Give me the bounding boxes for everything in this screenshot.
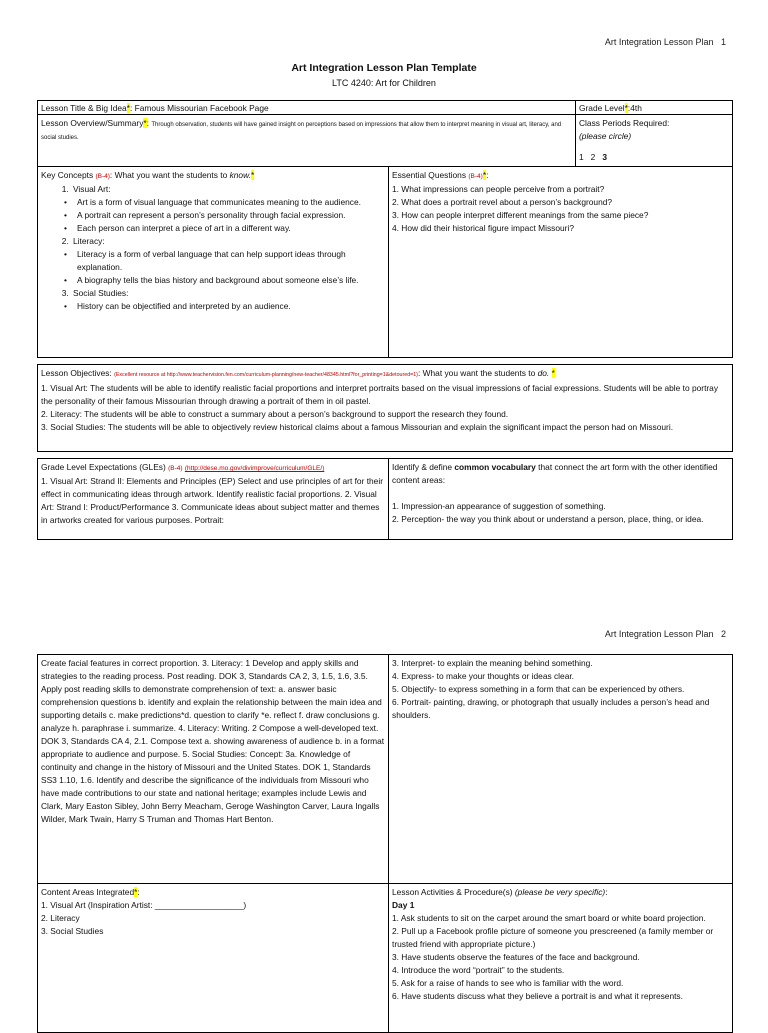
key-concepts-label: Key Concepts [41, 170, 94, 180]
vocabulary-item: 3. Interpret- to explain the meaning behind something. [392, 658, 593, 668]
activity-item: 3. Have students observe the features of the face and background. [392, 952, 640, 962]
page-2 [0, 620, 768, 1024]
kc-social-studies [71, 287, 385, 300]
vocabulary-heading [392, 461, 729, 487]
running-head-text: Art Integration Lesson Plan [604, 37, 714, 47]
objectives-label: Lesson Objectives: [41, 368, 112, 378]
page-number: 2 [720, 629, 726, 639]
gle-heading [41, 461, 385, 475]
content-areas-cell [37, 883, 389, 1033]
kc-bullet: • Literacy is a form of verbal language that can help support ideas through explanation. [77, 248, 385, 274]
gle-continued-text: Create facial features in correct proportion. 3. Literacy: 1 Develop and apply skills and strategies to the reading process. Post reading. DOK 3, Standards CA 2, 3, 1.5, 1.6, 3.5. Apply post reading skills to demonstrate comprehension of text: a. answer basic comprehension questions b. identify and explain the relationship between the main idea and supporting details c. make predictions*d. question to clarify *e. reflect f. draw conclusions g. analyze h. paraphrase i. summarize. 4. Literacy: Writing. 2 Compose a well-developed text. DOK 3, Standards CA 4, 2.1. Compose text a. showing awareness of audience b. in a format appropriate to audience and purpose. 5. Social Studies: Concept: 3a. Knowledge of continuity and change in the history of Missouri and the United States. DOK 1, Standards SS3 1.10, 1.6. Identify and describe the significance of the individuals from Missouri who have made contributions to our state and national heritage; examples include Lewis and Clark, Mary Easton Sibley, John Berry Meacham, Geroge Washington Carver, Laura Ingalls Wilder, Mark Twain, Harry S Truman and Thomas Hart Benton. [41, 658, 385, 824]
essential-question: 1. What impressions can people perceive from a portrait? [392, 184, 605, 194]
document-title: Art Integration Lesson Plan Template [291, 62, 477, 74]
essential-question: 3. How can people interpret different meanings from the same piece? [392, 210, 649, 220]
grade-level-value: :4th [627, 103, 642, 113]
grade-level-label: Grade Level [579, 103, 625, 113]
objective-item: 1. Visual Art: The students will be able to identify realistic facial proportions and interpret portraits based on the visual impressions of facial expressions. Students will be able to portray the personality of their famous Missourian through drawing a portrait of them in oil pastel. [41, 383, 719, 406]
required-marker: * [551, 368, 555, 378]
class-periods-label: Class Periods Required: [579, 118, 670, 128]
essential-questions-cell [388, 166, 733, 358]
kc-visual-art [71, 183, 385, 196]
gle-link[interactable]: (http://dese.mo.gov/divimprove/curriculum/GLE/) [184, 465, 325, 472]
overview-label: Lesson Overview/Summary [41, 118, 144, 128]
content-area-item: 3. Social Studies [41, 926, 104, 936]
page-number: 1 [720, 37, 726, 47]
content-areas-heading: Content Areas Integrated*: [41, 887, 140, 897]
activities-cell [388, 883, 733, 1033]
activity-item: 5. Ask for a raise of hands to see who is familiar with the word. [392, 978, 624, 988]
kc-bullet: • History can be objectified and interpreted by an audience. [77, 300, 385, 313]
vocabulary-item: 4. Express- to make your thoughts or ideas clear. [392, 671, 575, 681]
gle-ref: (B-4) [168, 465, 183, 472]
running-head [605, 629, 726, 639]
activities-heading: Lesson Activities & Procedure(s) (please be very specific): [392, 887, 608, 897]
kc-literacy-label: Literacy: [73, 236, 105, 246]
kc-social-bullets [41, 300, 385, 313]
class-periods-cell [575, 114, 733, 167]
objective-item: 3. Social Studies: The students will be able to objectively review historical claims about a famous Missourian and explain the significant impact the person had on Missouri. [41, 422, 674, 432]
kc-literacy-list [41, 235, 385, 248]
essential-questions-heading: Essential Questions (B-4)*: [392, 170, 489, 180]
overview-cell: Lesson Overview/Summary*: Through observation, students will have gained insight on perceptions based on impressions that allow them to interpret meaning in visual art, literacy, and social studies. [37, 114, 576, 167]
objectives-prompt: : What you want the students to [417, 368, 536, 378]
content-area-item: 1. Visual Art (Inspiration Artist: ___________________) [41, 900, 247, 910]
objectives-heading [41, 367, 729, 382]
objectives-resource-link[interactable]: (Excellent resource at http://www.teachervision.fen.com/curriculum-planning/new-teacher/48345.html?for_printing=1&detoured=1) [114, 372, 418, 378]
key-concepts-ref: (B-4) [95, 173, 110, 180]
class-period-option-3[interactable]: 3 [602, 152, 607, 162]
key-concepts-heading [41, 169, 385, 183]
vocabulary-suffix: that connect the art form with the other identified content areas: [392, 462, 718, 485]
activities-label: Lesson Activities & Procedure(s) [392, 887, 513, 897]
kc-bullet: • A portrait can represent a person’s personality through facial expression. [77, 209, 385, 222]
gle-text: 1. Visual Art: Strand II: Elements and Principles (EP) Select and use principles of art for their effect in communicating ideas through artwork. Identify realistic facial proportions. 2. Visual Art: Strand I: Product/Performance 3. Communicate ideas about subject matter and themes in artworks created for various purposes. Portrait: [41, 476, 383, 525]
class-periods-note: (please circle) [579, 131, 632, 141]
kc-bullet: • Each person can interpret a piece of art in a different way. [77, 222, 385, 235]
vocabulary-bold: common vocabulary [454, 462, 536, 472]
page-gap [0, 560, 768, 620]
kc-visual-art-label: Visual Art: [73, 184, 111, 194]
vocabulary-item: 6. Portrait- painting, drawing, or photograph that usually includes a person’s head and shoulders. [392, 697, 710, 720]
kc-social-list [41, 287, 385, 300]
gle-label: Grade Level Expectations (GLEs) [41, 462, 166, 472]
document-subtitle: LTC 4240: Art for Children [332, 78, 436, 88]
lesson-title-label: Lesson Title & Big Idea [41, 103, 127, 113]
vocabulary-cell [388, 458, 733, 540]
kc-literacy [71, 235, 385, 248]
vocabulary-item: 5. Objectify- to express something in a form that can be experienced by others. [392, 684, 685, 694]
activity-item: 2. Pull up a Facebook profile picture of someone you prescreened (a family member or trusted friend with appropriate picture.) [392, 926, 714, 949]
content-areas-label: Content Areas Integrated [41, 887, 135, 897]
kc-visual-art-bullets [41, 196, 385, 235]
vocabulary-prefix: Identify & define [392, 462, 453, 472]
required-marker: * [143, 118, 147, 128]
required-marker: * [482, 170, 487, 180]
required-marker: * [134, 887, 138, 897]
key-concepts-prompt: : What you want the students to [109, 170, 228, 180]
essential-questions-label: Essential Questions [392, 170, 467, 180]
key-concepts-list [41, 183, 385, 196]
day-label: Day 1 [392, 900, 415, 910]
activity-item: 6. Have students discuss what they believe a portrait is and what it represents. [392, 991, 683, 1001]
content-area-item: 2. Literacy [41, 913, 80, 923]
class-periods-options [579, 151, 729, 164]
activities-note: (please be very specific) [514, 887, 606, 897]
activity-item: 1. Ask students to sit on the carpet around the smart board or white board projection. [392, 913, 706, 923]
kc-bullet: • A biography tells the bias history and background about someone else’s life. [77, 274, 385, 287]
vocabulary-item: 1. Impression-an appearance of suggestion of something. [392, 501, 606, 511]
class-period-option-2[interactable]: 2 [590, 152, 596, 162]
vocabulary-continued-cell [388, 654, 733, 884]
running-head [605, 37, 726, 47]
overview-text: Through observation, students will have gained insight on perceptions based on impressions that allow them to interpret meaning in visual art, literacy, and social studies. [41, 122, 562, 141]
lesson-title-value: : Famous Missourian Facebook Page [129, 103, 269, 113]
objectives-cell [37, 364, 733, 452]
class-period-option-1[interactable]: 1 [579, 152, 584, 162]
lesson-title-cell [37, 100, 576, 115]
key-concepts-know: know. [229, 170, 251, 180]
gle-cell [37, 458, 389, 540]
objectives-do: do. [537, 368, 550, 378]
vocabulary-item: 2. Perception- the way you think about or understand a person, place, thing, or idea. [392, 514, 704, 524]
essential-question: 4. How did their historical figure impact Missouri? [392, 223, 574, 233]
gle-continued-cell [37, 654, 389, 884]
key-concepts-cell [37, 166, 389, 358]
activity-item: 4. Introduce the word “portrait” to the students. [392, 965, 565, 975]
required-marker: * [251, 170, 255, 180]
required-marker: * [126, 103, 130, 113]
essential-question: 2. What does a portrait revel about a person’s background? [392, 197, 613, 207]
grade-level-cell [575, 100, 733, 115]
kc-literacy-bullets [41, 248, 385, 287]
running-head-text: Art Integration Lesson Plan [604, 629, 714, 639]
required-marker: * [624, 103, 628, 113]
kc-social-label: Social Studies: [73, 288, 129, 298]
objective-item: 2. Literacy: The students will be able to construct a summary about a person’s background to support the research they found. [41, 409, 509, 419]
kc-bullet: • Art is a form of visual language that communicates meaning to the audience. [77, 196, 385, 209]
essential-questions-ref: (B-4) [468, 173, 483, 180]
